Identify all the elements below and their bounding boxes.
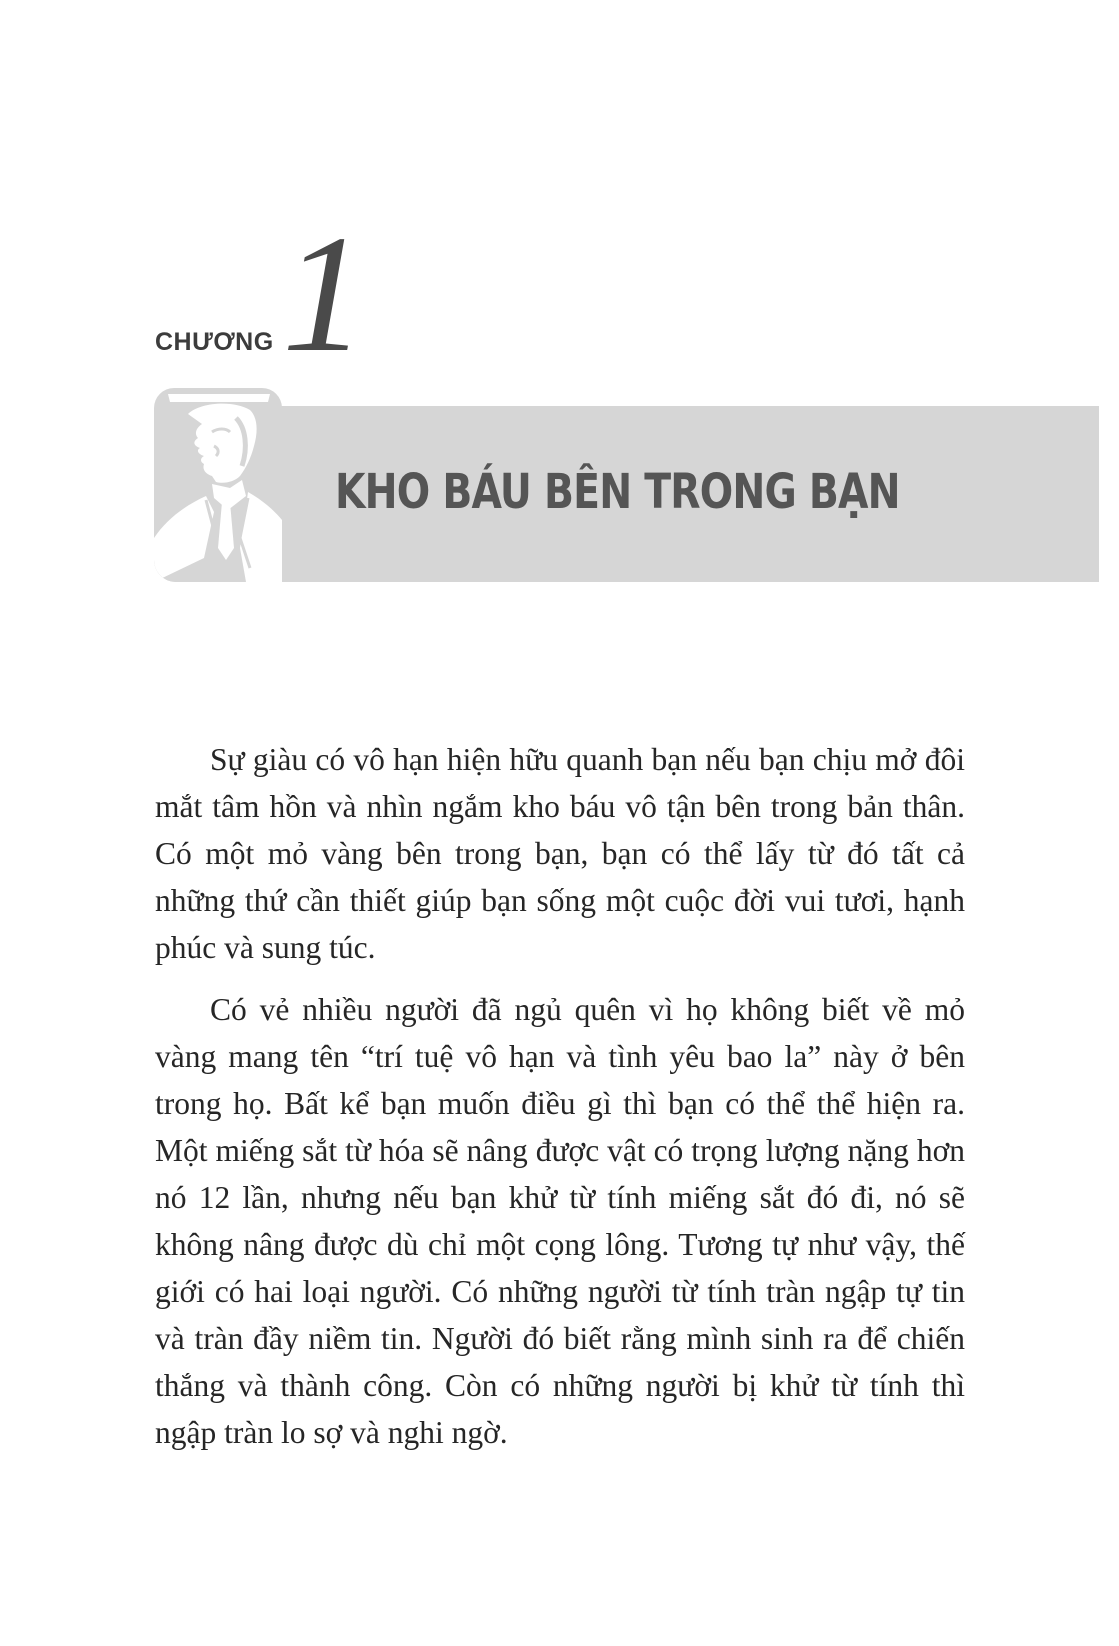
body-text xyxy=(155,736,965,1471)
chapter-label: CHƯƠNG xyxy=(155,328,274,356)
paragraph: Sự giàu có vô hạn hiện hữu quanh bạn nếu bạn chịu mở đôi mắt tâm hồn và nhìn ngắm kho báu vô tận bên trong bản thân. Có một mỏ vàng bên trong bạn, bạn có thể lấy từ đó tất cả những thứ cần thiết giúp bạn sống một cuộc đời vui tươi, hạnh phúc và sung túc. xyxy=(155,742,965,965)
paragraph: Có vẻ nhiều người đã ngủ quên vì họ không biết về mỏ vàng mang tên “trí tuệ vô hạn và tình yêu bao la” này ở bên trong họ. Bất kể bạn muốn điều gì thì bạn có thể thể hiện ra. Một miếng sắt từ hóa sẽ nâng được vật có trọng lượng nặng hơn nó 12 lần, nhưng nếu bạn khử từ tính miếng sắt đó đi, nó sẽ không nâng được dù chỉ một cọng lông. Tương tự như vậy, thế giới có hai loại người. Có những người từ tính tràn ngập tự tin và tràn đầy niềm tin. Người đó biết rằng mình sinh ra để chiến thắng và thành công. Còn có những người bị khử từ tính thì ngập tràn lo sợ và nghi ngờ. xyxy=(155,992,965,1450)
chapter-title: KHO BÁU BÊN TRONG BẠN xyxy=(335,464,900,520)
chapter-number: 1 xyxy=(282,201,366,387)
man-silhouette-icon xyxy=(154,388,282,582)
